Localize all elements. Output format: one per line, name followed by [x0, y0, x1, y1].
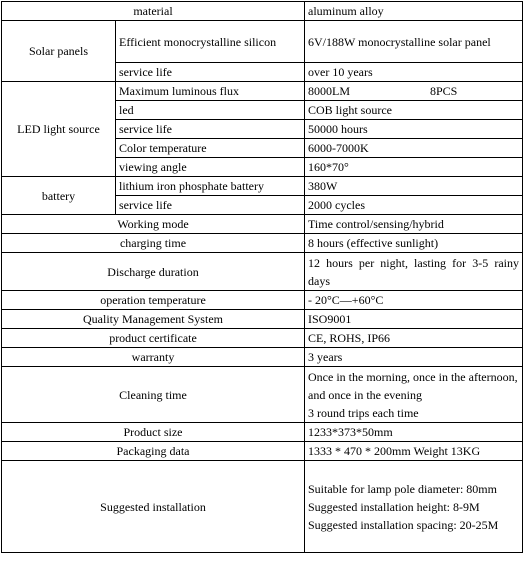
battery-lifepo-value: 380W	[305, 177, 523, 196]
discharge-duration-label: Discharge duration	[2, 253, 305, 291]
table-row	[2, 2, 523, 21]
led-service-life-label: service life	[116, 120, 305, 139]
led-flux-value	[305, 82, 523, 101]
led-flux-label: Maximum luminous flux	[116, 82, 305, 101]
warranty-label: warranty	[2, 348, 305, 367]
operation-temperature-value: - 20°C—+60°C	[305, 291, 523, 310]
packaging-data-label: Packaging data	[2, 442, 305, 461]
led-color-temp-label: Color temperature	[116, 139, 305, 158]
operation-temperature-label: operation temperature	[2, 291, 305, 310]
solar-efficient-value: 6V/188W monocrystalline solar panel	[305, 21, 523, 63]
led-service-life-value: 50000 hours	[305, 120, 523, 139]
led-viewing-angle-value: 160*70°	[305, 158, 523, 177]
solar-service-life-value: over 10 years	[305, 63, 523, 82]
installation-line-2: Suggested installation height: 8-9M	[308, 499, 480, 514]
quality-management-value: ISO9001	[305, 310, 523, 329]
led-color-temp-value: 6000-7000K	[305, 139, 523, 158]
cleaning-time-line-2: 3 round trips each time	[308, 405, 419, 420]
product-certificate-value: CE, ROHS, IP66	[305, 329, 523, 348]
led-light-source-category: LED light source	[2, 82, 116, 177]
table-row	[2, 253, 523, 291]
table-row	[2, 367, 523, 423]
product-size-label: Product size	[2, 423, 305, 442]
warranty-value: 3 years	[305, 348, 523, 367]
table-row	[2, 329, 523, 348]
table-row	[2, 291, 523, 310]
quality-management-label: Quality Management System	[2, 310, 305, 329]
cleaning-time-line-1: Once in the morning, once in the afternoon, and once in the evening	[308, 369, 518, 402]
charging-time-value: 8 hours (effective sunlight)	[305, 234, 523, 253]
solar-service-life-label: service life	[116, 63, 305, 82]
table-row	[2, 215, 523, 234]
led-type-label: led	[116, 101, 305, 120]
battery-lifepo-label: lithium iron phosphate battery	[116, 177, 305, 196]
led-type-value: COB light source	[305, 101, 523, 120]
table-row	[2, 442, 523, 461]
table-row	[2, 234, 523, 253]
cleaning-time-value	[305, 367, 523, 423]
charging-time-label: charging time	[2, 234, 305, 253]
battery-service-life-label: service life	[116, 196, 305, 215]
table-row	[2, 310, 523, 329]
spec-table	[1, 1, 523, 553]
packaging-data-value: 1333 * 470 * 200mm Weight 13KG	[305, 442, 523, 461]
product-certificate-label: product certificate	[2, 329, 305, 348]
material-label: material	[2, 2, 305, 21]
installation-line-3: Suggested installation spacing: 20-25M	[308, 517, 499, 532]
product-size-value: 1233*373*50mm	[305, 423, 523, 442]
material-value: aluminum alloy	[305, 2, 523, 21]
solar-efficient-label: Efficient monocrystalline silicon	[116, 21, 305, 63]
battery-service-life-value: 2000 cycles	[305, 196, 523, 215]
suggested-installation-label: Suggested installation	[2, 461, 305, 553]
led-flux-pcs: 8PCS	[430, 84, 458, 98]
discharge-duration-value: 12 hours per night, lasting for 3-5 rainy days	[305, 253, 523, 291]
working-mode-value: Time control/sensing/hybrid	[305, 215, 523, 234]
battery-category: battery	[2, 177, 116, 215]
led-flux-lumens: 8000LM	[308, 84, 350, 98]
table-row	[2, 82, 523, 101]
table-row	[2, 177, 523, 196]
table-row	[2, 461, 523, 553]
table-row	[2, 423, 523, 442]
table-row	[2, 21, 523, 63]
suggested-installation-value	[305, 461, 523, 553]
working-mode-label: Working mode	[2, 215, 305, 234]
cleaning-time-label: Cleaning time	[2, 367, 305, 423]
solar-panels-category: Solar panels	[2, 21, 116, 82]
installation-line-1: Suitable for lamp pole diameter: 80mm	[308, 481, 497, 496]
table-row	[2, 348, 523, 367]
led-viewing-angle-label: viewing angle	[116, 158, 305, 177]
